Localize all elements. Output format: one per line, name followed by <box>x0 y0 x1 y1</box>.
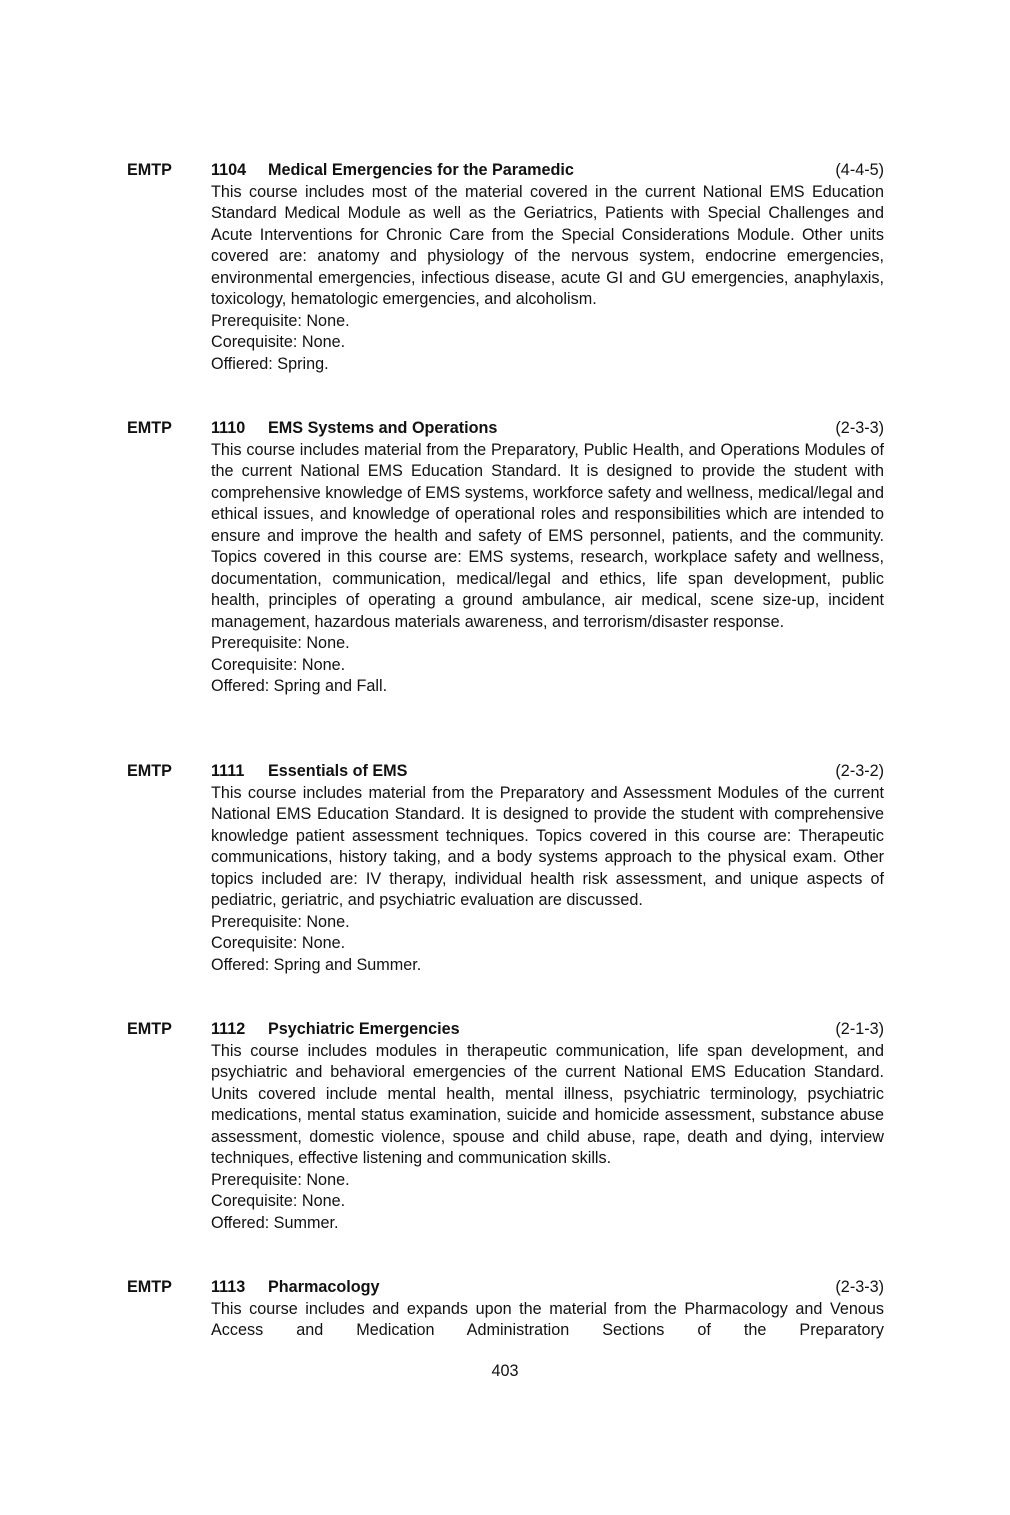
course-description: This course includes material from the Preparatory, Public Health, and Operations Modules of the current National EMS Education Standard. It is designed to provide the student with comprehensive knowledge of EMS systems, workforce safety and wellness, medical/legal and ethical issues, and knowledge of operational roles and responsibilities which are intended to ensure and improve the health and safety of EMS personnel, patients, and the community. Topics covered in this course are: EMS systems, research, workplace safety and wellness, documentation, communication, medical/legal and ethics, life span development, public health, principles of operating a ground ambulance, air medical, scene size-up, incident management, hazardous materials awareness, and terrorism/disaster response. <box>211 440 884 631</box>
course-corequisite: Corequisite: None. <box>211 1192 346 1210</box>
course-hours: (2-3-3) <box>835 419 884 437</box>
course-offered: Offiered: Spring. <box>211 354 329 373</box>
course-corequisite: Corequisite: None. <box>211 333 346 351</box>
course-corequisite: Corequisite: None. <box>211 655 346 674</box>
course-number: 1110 <box>211 419 246 437</box>
course-number: 1104 <box>211 161 247 179</box>
course-entry <box>127 418 884 698</box>
course-entry <box>127 160 884 375</box>
course-title: Psychiatric Emergencies <box>268 1020 460 1038</box>
course-hours: (4-4-5) <box>835 161 884 179</box>
course-entry <box>127 1019 884 1234</box>
course-entry <box>127 1277 884 1342</box>
course-dept: EMTP <box>127 419 172 437</box>
course-entry <box>127 761 884 976</box>
course-body <box>211 440 884 698</box>
course-hours: (2-1-3) <box>835 1020 884 1038</box>
course-hours: (2-3-2) <box>835 762 884 780</box>
course-dept: EMTP <box>127 1278 172 1296</box>
course-prerequisite: Prerequisite: None. <box>211 634 350 652</box>
course-prerequisite: Prerequisite: None. <box>211 311 350 330</box>
course-prerequisite: Prerequisite: None. <box>211 1170 350 1189</box>
course-description: This course includes most of the material covered in the current National EMS Education Standard Medical Module as well as the Geriatrics, Patients with Special Challenges and Acute Interventions for Chronic Care from the Special Considerations Module. Other units covered are: anatomy and physiology of the nervous system, endocrine emergencies, environmental emergencies, infectious disease, acute GI and GU emergencies, anaphylaxis, toxicology, hematologic emergencies, and alcoholism. <box>211 182 884 308</box>
course-title: Pharmacology <box>268 1278 380 1296</box>
course-description: This course includes modules in therapeutic communication, life span development, and psychiatric and behavioral emergencies of the current National EMS Education Standard. Units covered include mental health, mental illness, psychiatric terminology, psychiatric medications, mental status examination, suicide and homicide assessment, substance abuse assessment, domestic violence, spouse and child abuse, rape, death and dying, interview techniques, effective listening and communication skills. <box>211 1041 884 1167</box>
course-offered: Offered: Summer. <box>211 1213 339 1232</box>
course-dept: EMTP <box>127 1020 172 1038</box>
course-offered: Offered: Spring and Fall. <box>211 677 388 695</box>
course-header <box>127 1019 884 1041</box>
course-description: This course includes material from the Preparatory and Assessment Modules of the current National EMS Education Standard. It is designed to provide the student with comprehensive knowledge patient assessment techniques. Topics covered in this course are: Therapeutic communications, history taking, and a body systems approach to the physical exam. Other topics included are: IV therapy, individual health risk assessment, and unique aspects of pediatric, geriatric, and psychiatric evaluation are discussed. <box>211 783 884 909</box>
course-number: 1111 <box>211 762 245 780</box>
course-description: This course includes and expands upon the material from the Pharmacology and Venous Access and Medication Administration Sections of the Preparatory <box>211 1299 884 1339</box>
course-title: Medical Emergencies for the Paramedic <box>268 161 574 179</box>
course-title: Essentials of EMS <box>268 762 408 780</box>
course-body <box>211 1041 884 1235</box>
course-dept: EMTP <box>127 762 172 780</box>
course-header <box>127 1277 884 1299</box>
course-corequisite: Corequisite: None. <box>211 934 346 952</box>
course-hours: (2-3-3) <box>835 1278 884 1296</box>
course-offered: Offered: Spring and Summer. <box>211 955 422 974</box>
course-number: 1113 <box>211 1278 246 1296</box>
course-header <box>127 761 884 783</box>
course-header <box>127 418 884 440</box>
course-dept: EMTP <box>127 161 172 179</box>
course-body <box>211 1299 884 1342</box>
course-body <box>211 783 884 977</box>
course-header <box>127 160 884 182</box>
course-number: 1112 <box>211 1020 246 1038</box>
course-title: EMS Systems and Operations <box>268 419 498 437</box>
page-number: 403 <box>491 1362 519 1380</box>
course-body <box>211 182 884 376</box>
course-prerequisite: Prerequisite: None. <box>211 912 350 931</box>
